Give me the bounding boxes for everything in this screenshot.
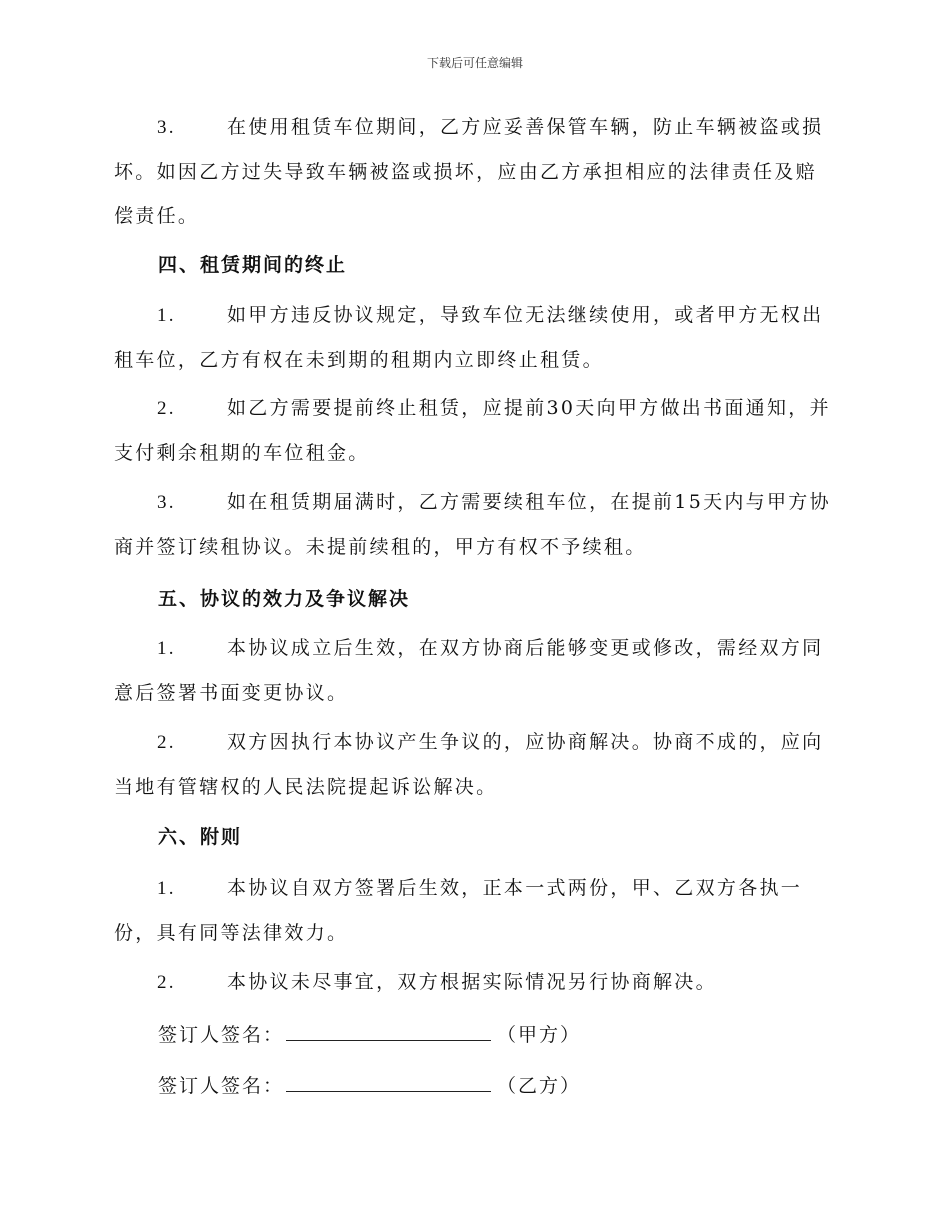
clause-4-1 [114, 293, 834, 382]
signature-party: （乙方） [497, 1075, 582, 1097]
signature-label: 签订人签名： [158, 1075, 285, 1097]
clause-number: 1. [157, 305, 176, 326]
clause-text: 本协议成立后生效，在双方协商后能够变更或修改，需经双方同意后签署书面变更协议。 [114, 637, 824, 704]
clause-text: 如乙方需要提前终止租赁，应提前30天向甲方做出书面通知，并支付剩余租期的车位租金。 [114, 397, 831, 464]
signature-party-b [158, 1071, 581, 1101]
signature-label: 签订人签名： [158, 1024, 285, 1046]
signature-party-a [158, 1020, 581, 1050]
clause-3-3 [114, 105, 834, 238]
clause-number: 3. [157, 117, 176, 138]
page-header: 下载后可任意编辑 [426, 56, 523, 70]
clause-5-2 [114, 720, 834, 809]
clause-number: 1. [157, 638, 176, 659]
signature-party: （甲方） [497, 1024, 582, 1046]
clause-6-2 [114, 960, 834, 1005]
clause-4-3 [114, 480, 834, 569]
clause-number: 1. [157, 878, 176, 899]
clause-6-1 [114, 866, 834, 955]
clause-text: 如在租赁期届满时，乙方需要续租车位，在提前15天内与甲方协商并签订续租协议。未提前续租的，甲方有权不予续租。 [114, 491, 831, 558]
clause-text: 如甲方违反协议规定，导致车位无法继续使用，或者甲方无权出租车位，乙方有权在未到期的租期内立即终止租赁。 [114, 304, 824, 371]
clause-4-2 [114, 386, 834, 475]
clause-number: 2. [157, 972, 176, 993]
clause-number: 2. [157, 732, 176, 753]
clause-number: 3. [157, 492, 176, 513]
clause-text: 本协议自双方签署后生效，正本一式两份，甲、乙双方各执一份，具有同等法律效力。 [114, 877, 803, 944]
signature-blank[interactable] [286, 1071, 491, 1092]
signature-blank[interactable] [286, 1020, 491, 1041]
section-5-heading: 五、协议的效力及争议解决 [158, 588, 411, 610]
clause-text: 双方因执行本协议产生争议的，应协商解决。协商不成的，应向当地有管辖权的人民法院提起诉讼解决。 [114, 731, 824, 798]
section-4-heading: 四、租赁期间的终止 [158, 254, 348, 276]
clause-text: 本协议未尽事宜，双方根据实际情况另行协商解决。 [227, 971, 717, 993]
section-6-heading: 六、附则 [158, 826, 243, 848]
clause-text: 在使用租赁车位期间，乙方应妥善保管车辆，防止车辆被盗或损坏。如因乙方过失导致车辆被盗或损坏，应由乙方承担相应的法律责任及赔偿责任。 [114, 116, 824, 227]
clause-number: 2. [157, 398, 176, 419]
clause-5-1 [114, 626, 834, 715]
